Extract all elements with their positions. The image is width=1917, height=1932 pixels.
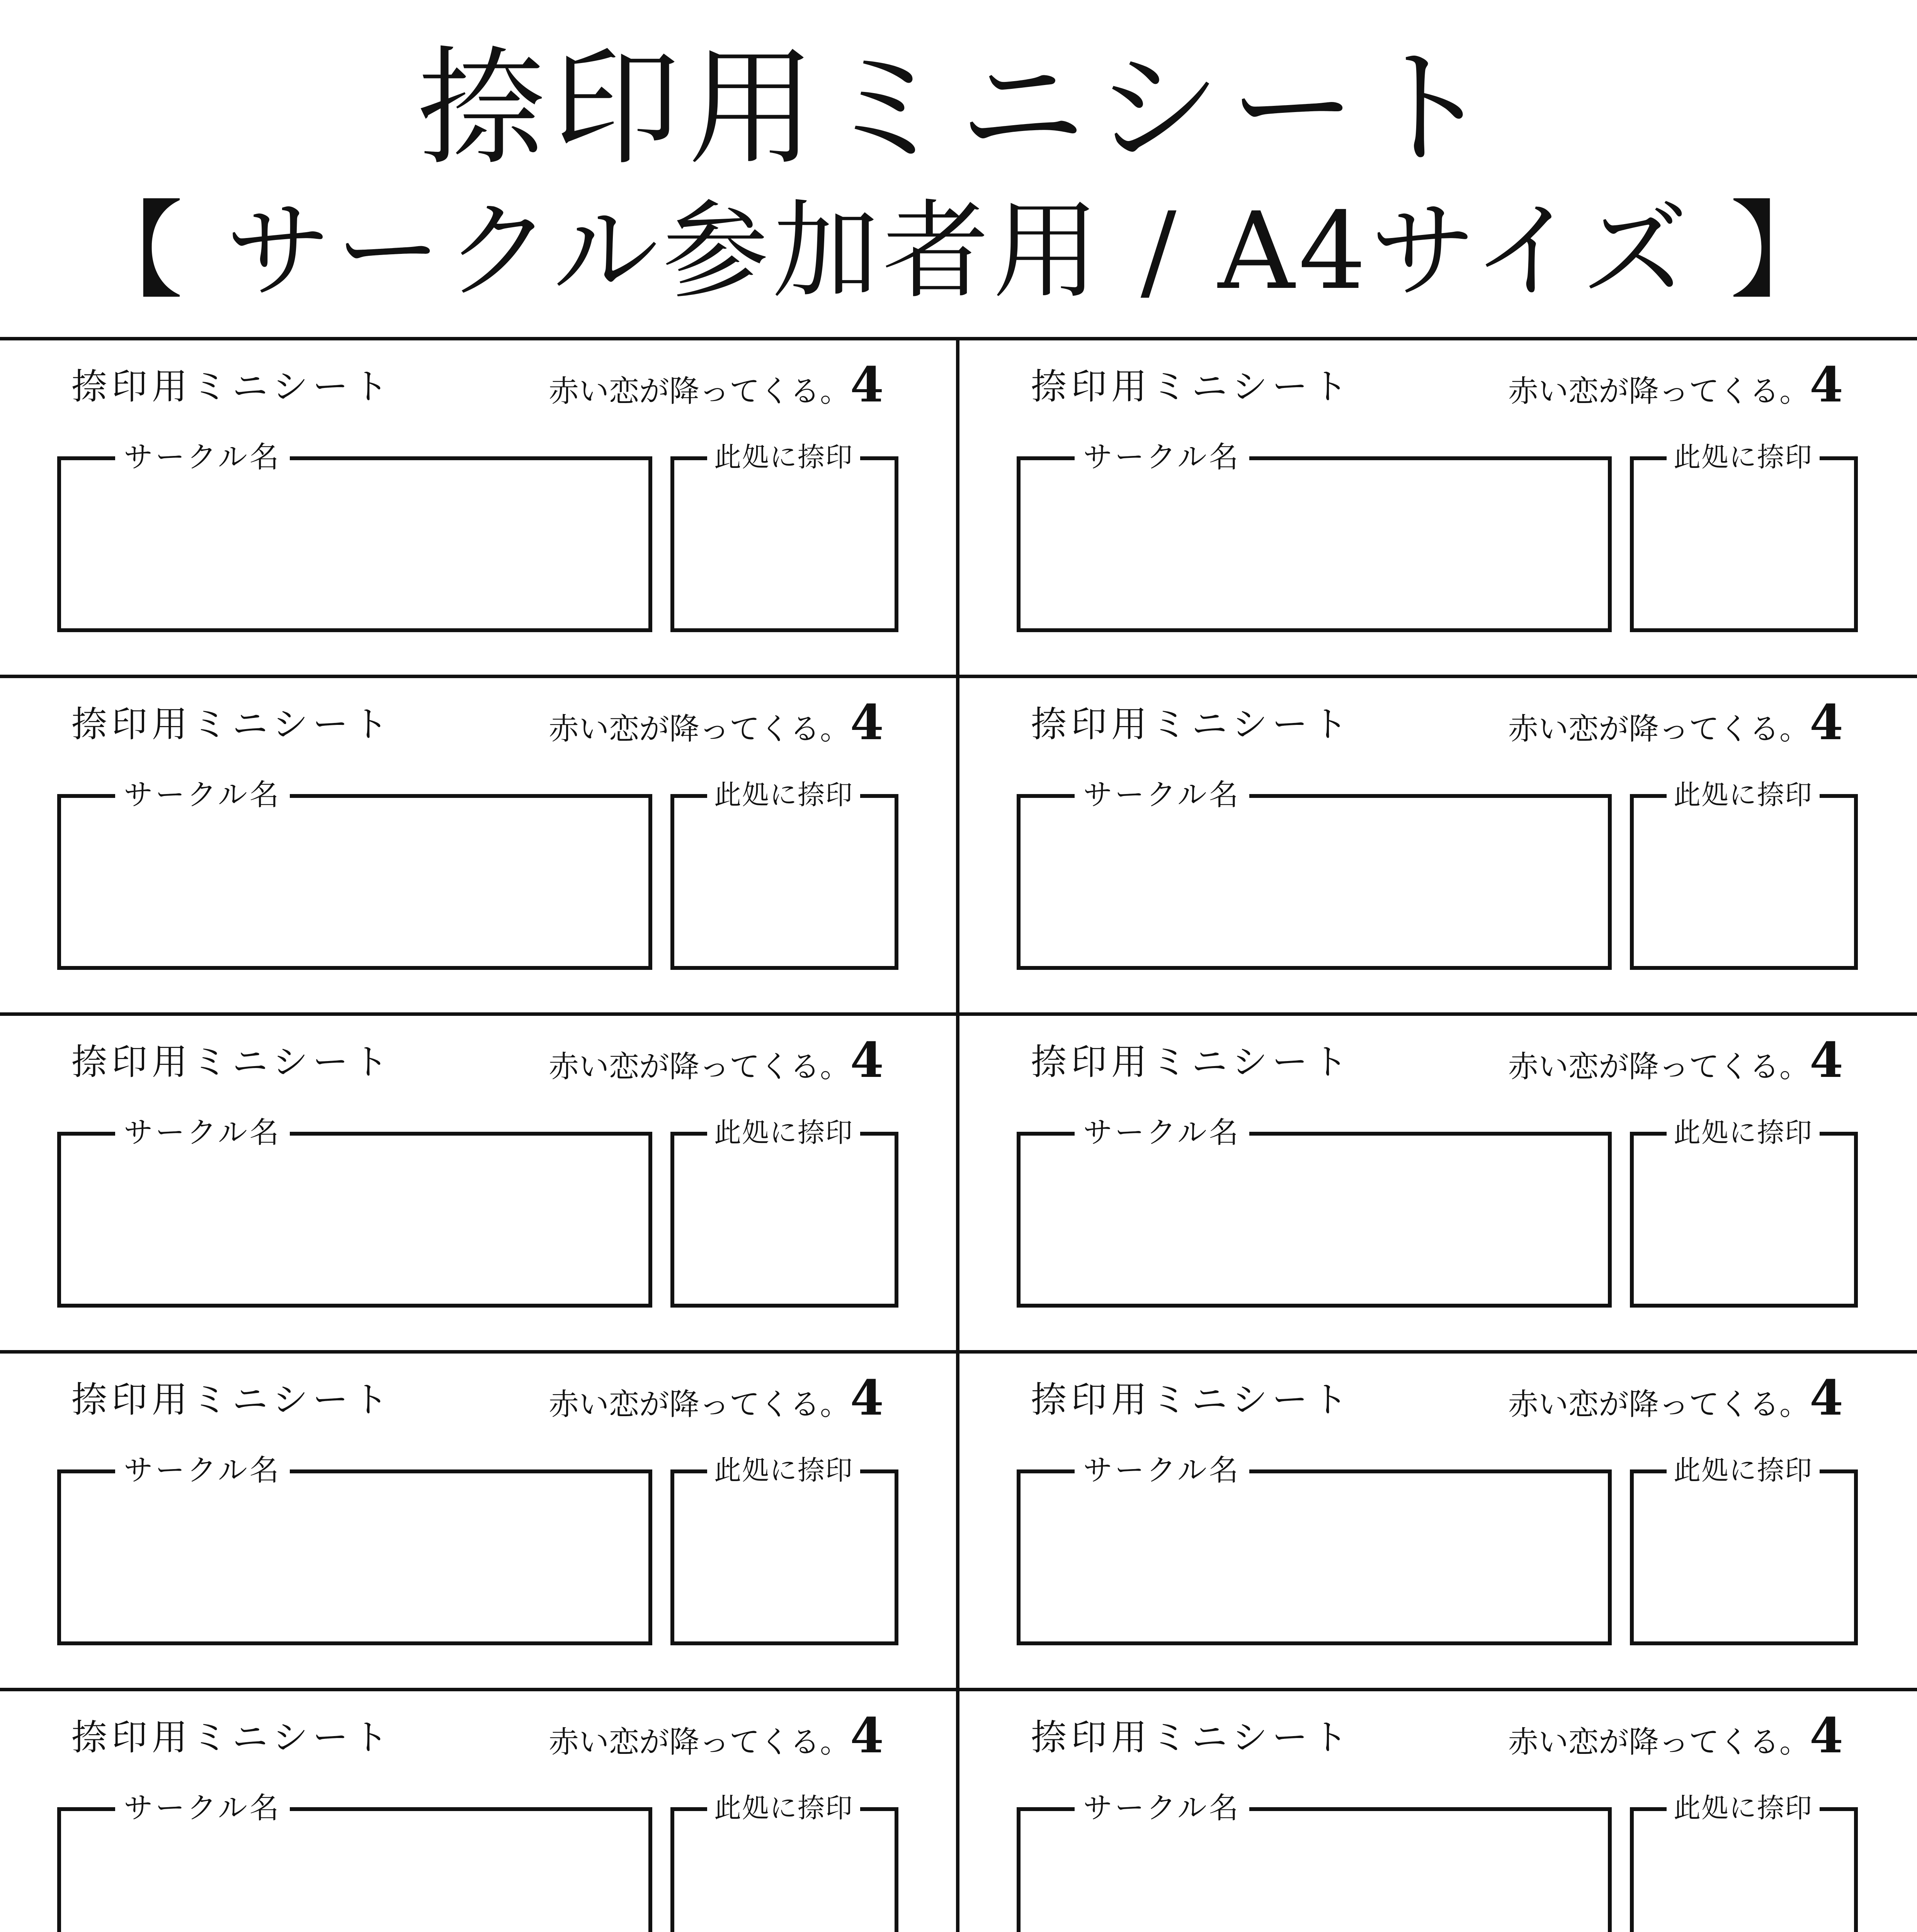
card-brand-number: 4 xyxy=(1810,694,1843,751)
card-brand xyxy=(1508,694,1843,752)
card-title: 捺印用ミニシート xyxy=(71,704,393,745)
circle-name-box[interactable] xyxy=(57,440,652,632)
card-brand-text: 赤い恋が降ってくる。 xyxy=(549,1387,850,1422)
card-title: 捺印用ミニシート xyxy=(1031,704,1353,745)
stamp-box[interactable] xyxy=(670,1454,898,1645)
circle-name-box[interactable] xyxy=(1017,440,1612,632)
mini-sheet-card xyxy=(0,340,959,678)
card-brand-number: 4 xyxy=(850,1370,884,1426)
stamp-label: 此処に捺印 xyxy=(707,1789,860,1827)
card-brand-text: 赤い恋が降ってくる。 xyxy=(549,712,850,747)
card-brand xyxy=(549,1708,884,1765)
card-title: 捺印用ミニシート xyxy=(1031,1379,1353,1420)
stamp-box[interactable] xyxy=(1630,1454,1858,1645)
card-title: 捺印用ミニシート xyxy=(1031,366,1353,407)
stamp-box[interactable] xyxy=(670,1117,898,1308)
circle-name-label: サークル名 xyxy=(115,1451,290,1490)
mini-sheet-card xyxy=(0,1016,959,1354)
circle-name-box[interactable] xyxy=(1017,1115,1612,1308)
mini-sheet-card xyxy=(959,678,1917,1016)
card-title: 捺印用ミニシート xyxy=(71,1379,393,1420)
card-brand-text: 赤い恋が降ってくる。 xyxy=(1508,1387,1810,1422)
circle-name-box[interactable] xyxy=(57,1115,652,1308)
stamp-label: 此処に捺印 xyxy=(1667,776,1820,814)
card-brand-number: 4 xyxy=(1810,1370,1843,1426)
circle-name-box[interactable] xyxy=(1017,1453,1612,1645)
card-brand-text: 赤い恋が降ってくる。 xyxy=(549,1049,850,1084)
card-title: 捺印用ミニシート xyxy=(71,366,393,407)
circle-name-box[interactable] xyxy=(57,1453,652,1645)
mini-sheet-card xyxy=(959,1691,1917,1932)
stamp-box[interactable] xyxy=(1630,779,1858,970)
card-brand xyxy=(549,1370,884,1428)
card-title: 捺印用ミニシート xyxy=(71,1041,393,1083)
card-brand xyxy=(1508,357,1843,415)
mini-sheet-card xyxy=(959,340,1917,678)
card-brand-number: 4 xyxy=(850,1032,884,1088)
card-brand-number: 4 xyxy=(850,694,884,751)
mini-sheet-grid xyxy=(0,337,1917,1932)
stamp-box[interactable] xyxy=(1630,441,1858,632)
stamp-box[interactable] xyxy=(670,441,898,632)
circle-name-label: サークル名 xyxy=(1075,438,1249,476)
card-brand-number: 4 xyxy=(1810,357,1843,413)
card-brand-text: 赤い恋が降ってくる。 xyxy=(1508,1725,1810,1760)
mini-sheet-card xyxy=(0,1691,959,1932)
card-title: 捺印用ミニシート xyxy=(1031,1717,1353,1758)
circle-name-label: サークル名 xyxy=(115,776,290,814)
page-title: 捺印用ミニシート xyxy=(417,34,1500,182)
circle-name-label: サークル名 xyxy=(115,1789,290,1827)
stamp-label: 此処に捺印 xyxy=(707,1451,860,1490)
stamp-label: 此処に捺印 xyxy=(1667,1451,1820,1490)
card-title: 捺印用ミニシート xyxy=(1031,1041,1353,1083)
card-brand-number: 4 xyxy=(1810,1708,1843,1764)
stamp-box[interactable] xyxy=(1630,1792,1858,1932)
circle-name-box[interactable] xyxy=(57,1791,652,1932)
card-brand-text: 赤い恋が降ってくる。 xyxy=(549,1725,850,1760)
mini-sheet-card xyxy=(959,1354,1917,1691)
card-brand xyxy=(1508,1370,1843,1428)
stamp-box[interactable] xyxy=(670,779,898,970)
stamp-label: 此処に捺印 xyxy=(707,1113,860,1152)
stamp-label: 此処に捺印 xyxy=(1667,1789,1820,1827)
page-subtitle: 【 サークル参加者用 / A4サイズ 】 xyxy=(77,189,1840,313)
circle-name-label: サークル名 xyxy=(1075,1113,1249,1152)
circle-name-label: サークル名 xyxy=(115,438,290,476)
card-brand-text: 赤い恋が降ってくる。 xyxy=(1508,374,1810,409)
card-brand xyxy=(1508,1032,1843,1090)
mini-sheet-card xyxy=(959,1016,1917,1354)
card-brand-text: 赤い恋が降ってくる。 xyxy=(1508,712,1810,747)
card-brand xyxy=(549,1032,884,1090)
stamp-box[interactable] xyxy=(670,1792,898,1932)
card-brand-text: 赤い恋が降ってくる。 xyxy=(1508,1049,1810,1084)
stamp-label: 此処に捺印 xyxy=(1667,1113,1820,1152)
stamp-label: 此処に捺印 xyxy=(707,438,860,476)
card-brand xyxy=(1508,1708,1843,1765)
circle-name-box[interactable] xyxy=(1017,1791,1612,1932)
card-brand xyxy=(549,357,884,415)
circle-name-box[interactable] xyxy=(57,777,652,970)
mini-sheet-card xyxy=(0,678,959,1016)
circle-name-label: サークル名 xyxy=(1075,1451,1249,1490)
card-brand-number: 4 xyxy=(850,1708,884,1764)
card-brand xyxy=(549,694,884,752)
card-title: 捺印用ミニシート xyxy=(71,1717,393,1758)
stamp-box[interactable] xyxy=(1630,1117,1858,1308)
card-brand-number: 4 xyxy=(1810,1032,1843,1088)
mini-sheet-card xyxy=(0,1354,959,1691)
card-brand-text: 赤い恋が降ってくる。 xyxy=(549,374,850,409)
circle-name-box[interactable] xyxy=(1017,777,1612,970)
stamp-label: 此処に捺印 xyxy=(707,776,860,814)
circle-name-label: サークル名 xyxy=(115,1113,290,1152)
circle-name-label: サークル名 xyxy=(1075,776,1249,814)
card-brand-number: 4 xyxy=(850,357,884,413)
circle-name-label: サークル名 xyxy=(1075,1789,1249,1827)
stamp-label: 此処に捺印 xyxy=(1667,438,1820,476)
